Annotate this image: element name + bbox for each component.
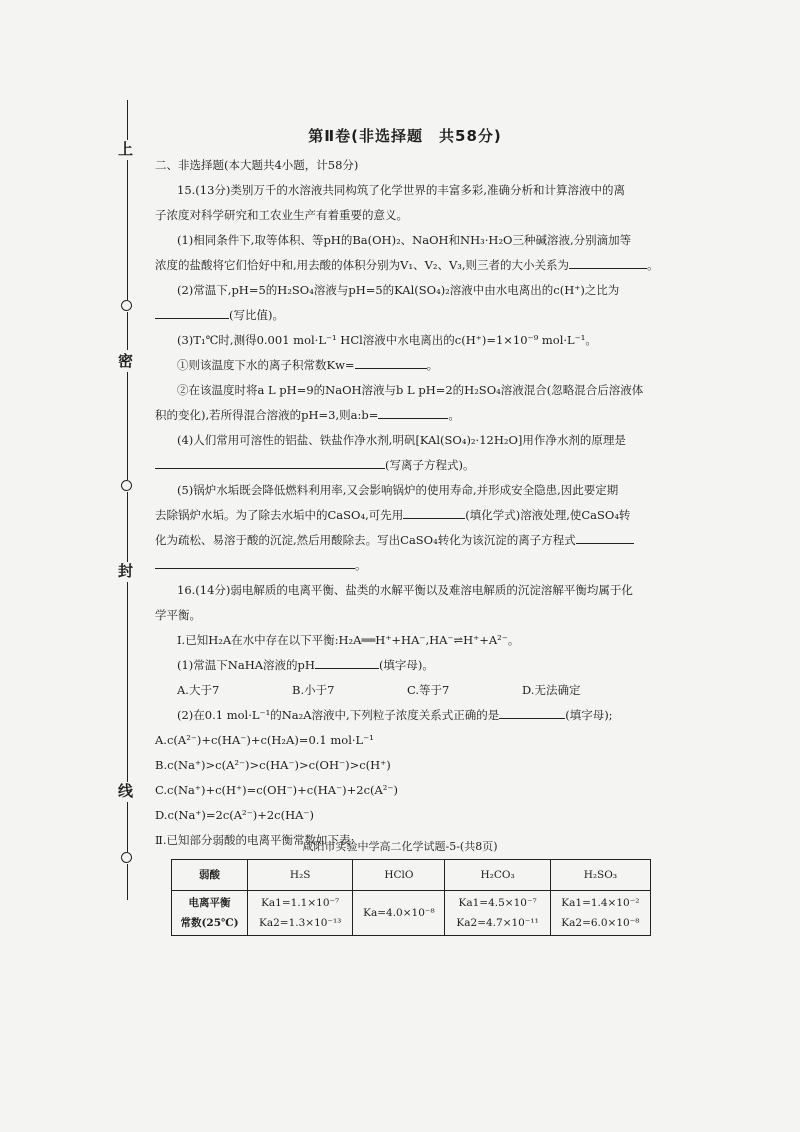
table-header-row bbox=[172, 860, 651, 891]
hclo-ka: Ka=4.0×10⁻⁸ bbox=[353, 891, 445, 936]
q15-stem-cont: 子浓度对科学研究和工农业生产有着重要的意义。 bbox=[155, 208, 408, 222]
table-row bbox=[172, 891, 651, 936]
h2so3-ka1: Ka1=1.4×10⁻² bbox=[561, 897, 640, 909]
table-cell bbox=[445, 891, 550, 936]
answer-blank[interactable] bbox=[355, 354, 427, 369]
q15-part3-2: ②在该温度时将a L pH=9的NaOH溶液与b L pH=2的H₂SO₄溶液混合(忽略混合后溶液体 bbox=[177, 383, 644, 397]
answer-blank[interactable] bbox=[315, 654, 379, 669]
ionization-constants-table bbox=[171, 859, 651, 936]
row-label-line: 电离平衡 bbox=[188, 897, 231, 909]
q15-part2-text: (写比值)。 bbox=[229, 308, 284, 322]
q15-part1-text: 浓度的盐酸将它们恰好中和,用去酸的体积分别为V₁、V₂、V₃,则三者的大小关系为 bbox=[155, 258, 570, 272]
table-header-cell: H₂SO₃ bbox=[550, 860, 650, 891]
margin-word-up: 上 bbox=[118, 140, 134, 158]
row-label bbox=[172, 891, 248, 936]
q16-sub1 bbox=[155, 653, 655, 678]
q16-sub1-text: (1)常温下NaHA溶液的pH bbox=[177, 658, 315, 672]
q15-part3-1: ①则该温度下水的离子积常数Kw= 。 bbox=[155, 353, 655, 378]
q15-part5-cont3: 。 bbox=[155, 553, 655, 578]
margin-word-fold: 封 bbox=[118, 562, 134, 580]
q16-sub2-option-d: D.c(Na⁺)=2c(A²⁻)+2c(HA⁻) bbox=[155, 808, 314, 822]
q16-part-i: Ⅰ.已知H₂A在水中存在以下平衡:H₂A══H⁺+HA⁻,HA⁻⇌H⁺+A²⁻。 bbox=[177, 633, 520, 647]
q15-part3-1-text: ①则该温度下水的离子积常数Kw= bbox=[177, 358, 355, 372]
h2s-ka2: Ka2=1.3×10⁻¹³ bbox=[258, 917, 342, 929]
margin-word-seal: 密 bbox=[118, 352, 134, 370]
q16-sub2-text: (2)在0.1 mol·L⁻¹的Na₂A溶液中,下列粒子浓度关系式正确的是 bbox=[177, 708, 500, 722]
q15-part1-cont: 浓度的盐酸将它们恰好中和,用去酸的体积分别为V₁、V₂、V₃,则三者的大小关系为 。 bbox=[155, 253, 655, 278]
h2co3-ka2: Ka2=4.7×10⁻¹¹ bbox=[456, 917, 539, 929]
page-footer: 咸阳市实验中学高二化学试题-5-(共8页) bbox=[302, 840, 498, 853]
margin-rule bbox=[127, 312, 128, 350]
option-d: D.无法确定 bbox=[522, 683, 581, 697]
q15-part5-cont bbox=[155, 503, 655, 528]
q16-part-ii: Ⅱ.已知部分弱酸的电离平衡常数如下表: bbox=[155, 833, 355, 847]
answer-blank[interactable] bbox=[155, 554, 355, 569]
q16-sub2-option-a: A.c(A²⁻)+c(HA⁻)+c(H₂A)=0.1 mol·L⁻¹ bbox=[155, 733, 374, 747]
q15-part2-cont bbox=[155, 303, 655, 328]
q15-part5-text-a: 去除锅炉水垢。为了除去水垢中的CaSO₄,可先用 bbox=[155, 508, 404, 522]
margin-circle bbox=[121, 480, 132, 491]
margin-rule bbox=[127, 160, 128, 300]
answer-blank[interactable] bbox=[378, 404, 448, 419]
binding-margin bbox=[113, 100, 143, 900]
answer-blank[interactable] bbox=[576, 529, 634, 544]
q15-part5-text-c: 化为疏松、易溶于酸的沉淀,然后用酸除去。写出CaSO₄转化为该沉淀的离子方程式 bbox=[155, 533, 576, 547]
answer-blank[interactable] bbox=[499, 704, 565, 719]
answer-blank[interactable] bbox=[155, 454, 385, 469]
q15-part2: (2)常温下,pH=5的H₂SO₄溶液与pH=5的KAl(SO₄)₂溶液中由水电离出的c(H⁺)之比为 bbox=[177, 283, 620, 297]
margin-rule bbox=[127, 582, 128, 782]
q15-part1: (1)相同条件下,取等体积、等pH的Ba(OH)₂、NaOH和NH₃·H₂O三种碱溶液,分别滴加等 bbox=[177, 233, 632, 247]
margin-rule bbox=[127, 100, 128, 140]
q16-sub2 bbox=[155, 703, 655, 728]
table-cell bbox=[550, 891, 650, 936]
q15-part4-text: (写离子方程式)。 bbox=[385, 458, 475, 472]
q15-part4: (4)人们常用可溶性的铝盐、铁盐作净水剂,明矾[KAl(SO₄)₂·12H₂O]用作净水剂的原理是 bbox=[177, 433, 626, 447]
table-header-cell: H₂S bbox=[248, 860, 353, 891]
q16-sub1-options bbox=[155, 678, 655, 703]
q15-part5: (5)锅炉水垢既会降低燃料利用率,又会影响锅炉的使用寿命,并形成安全隐患,因此要定期 bbox=[177, 483, 619, 497]
exam-page bbox=[155, 124, 659, 936]
q16-sub1-hint: (填字母)。 bbox=[378, 658, 434, 672]
table-cell bbox=[248, 891, 353, 936]
option-b: B.小于7 bbox=[292, 683, 335, 697]
section-heading: 二、非选择题(本大题共4小题，计58分) bbox=[155, 158, 359, 172]
margin-rule bbox=[127, 864, 128, 900]
page-title: 第Ⅱ卷(非选择题 共58分) bbox=[308, 127, 502, 145]
q15-part5-cont2 bbox=[155, 528, 655, 553]
q16-sub2-option-b: B.c(Na⁺)>c(A²⁻)>c(HA⁻)>c(OH⁻)>c(H⁺) bbox=[155, 758, 391, 772]
h2co3-ka1: Ka1=4.5×10⁻⁷ bbox=[458, 897, 537, 909]
margin-rule bbox=[127, 372, 128, 480]
margin-rule bbox=[127, 492, 128, 562]
answer-blank[interactable] bbox=[403, 504, 465, 519]
table-header-cell: H₂CO₃ bbox=[445, 860, 550, 891]
margin-circle bbox=[121, 300, 132, 311]
q16-stem-cont: 学平衡。 bbox=[155, 608, 201, 622]
table-header-cell: HClO bbox=[353, 860, 445, 891]
q15-part3-2-text: 积的变化),若所得混合溶液的pH=3,则a:b= bbox=[155, 408, 379, 422]
q16-sub2-option-c: C.c(Na⁺)+c(H⁺)=c(OH⁻)+c(HA⁻)+2c(A²⁻) bbox=[155, 783, 398, 797]
q16-sub2-hint: (填字母); bbox=[565, 708, 613, 722]
q15-stem: 15.(13分)类别万千的水溶液共同构筑了化学世界的丰富多彩,准确分析和计算溶液中的离 bbox=[177, 183, 626, 197]
option-a: A.大于7 bbox=[177, 683, 220, 697]
option-c: C.等于7 bbox=[407, 683, 450, 697]
table-header-cell: 弱酸 bbox=[172, 860, 248, 891]
answer-blank[interactable] bbox=[569, 254, 647, 269]
row-label-line: 常数(25℃) bbox=[180, 917, 239, 929]
h2so3-ka2: Ka2=6.0×10⁻⁸ bbox=[561, 917, 640, 929]
answer-blank[interactable] bbox=[155, 304, 229, 319]
q15-part3: (3)T₁℃时,测得0.001 mol·L⁻¹ HCl溶液中水电离出的c(H⁺)=1×10⁻⁹ mol·L⁻¹。 bbox=[177, 333, 597, 347]
margin-word-line: 线 bbox=[118, 782, 134, 800]
q15-part5-text-b: (填化学式)溶液处理,使CaSO₄转 bbox=[465, 508, 631, 522]
q15-part4-cont bbox=[155, 453, 655, 478]
h2s-ka1: Ka1=1.1×10⁻⁷ bbox=[261, 897, 340, 909]
q16-stem: 16.(14分)弱电解质的电离平衡、盐类的水解平衡以及难溶电解质的沉淀溶解平衡均属于化 bbox=[177, 583, 633, 597]
q15-part3-2-cont: 积的变化),若所得混合溶液的pH=3,则a:b= 。 bbox=[155, 403, 655, 428]
